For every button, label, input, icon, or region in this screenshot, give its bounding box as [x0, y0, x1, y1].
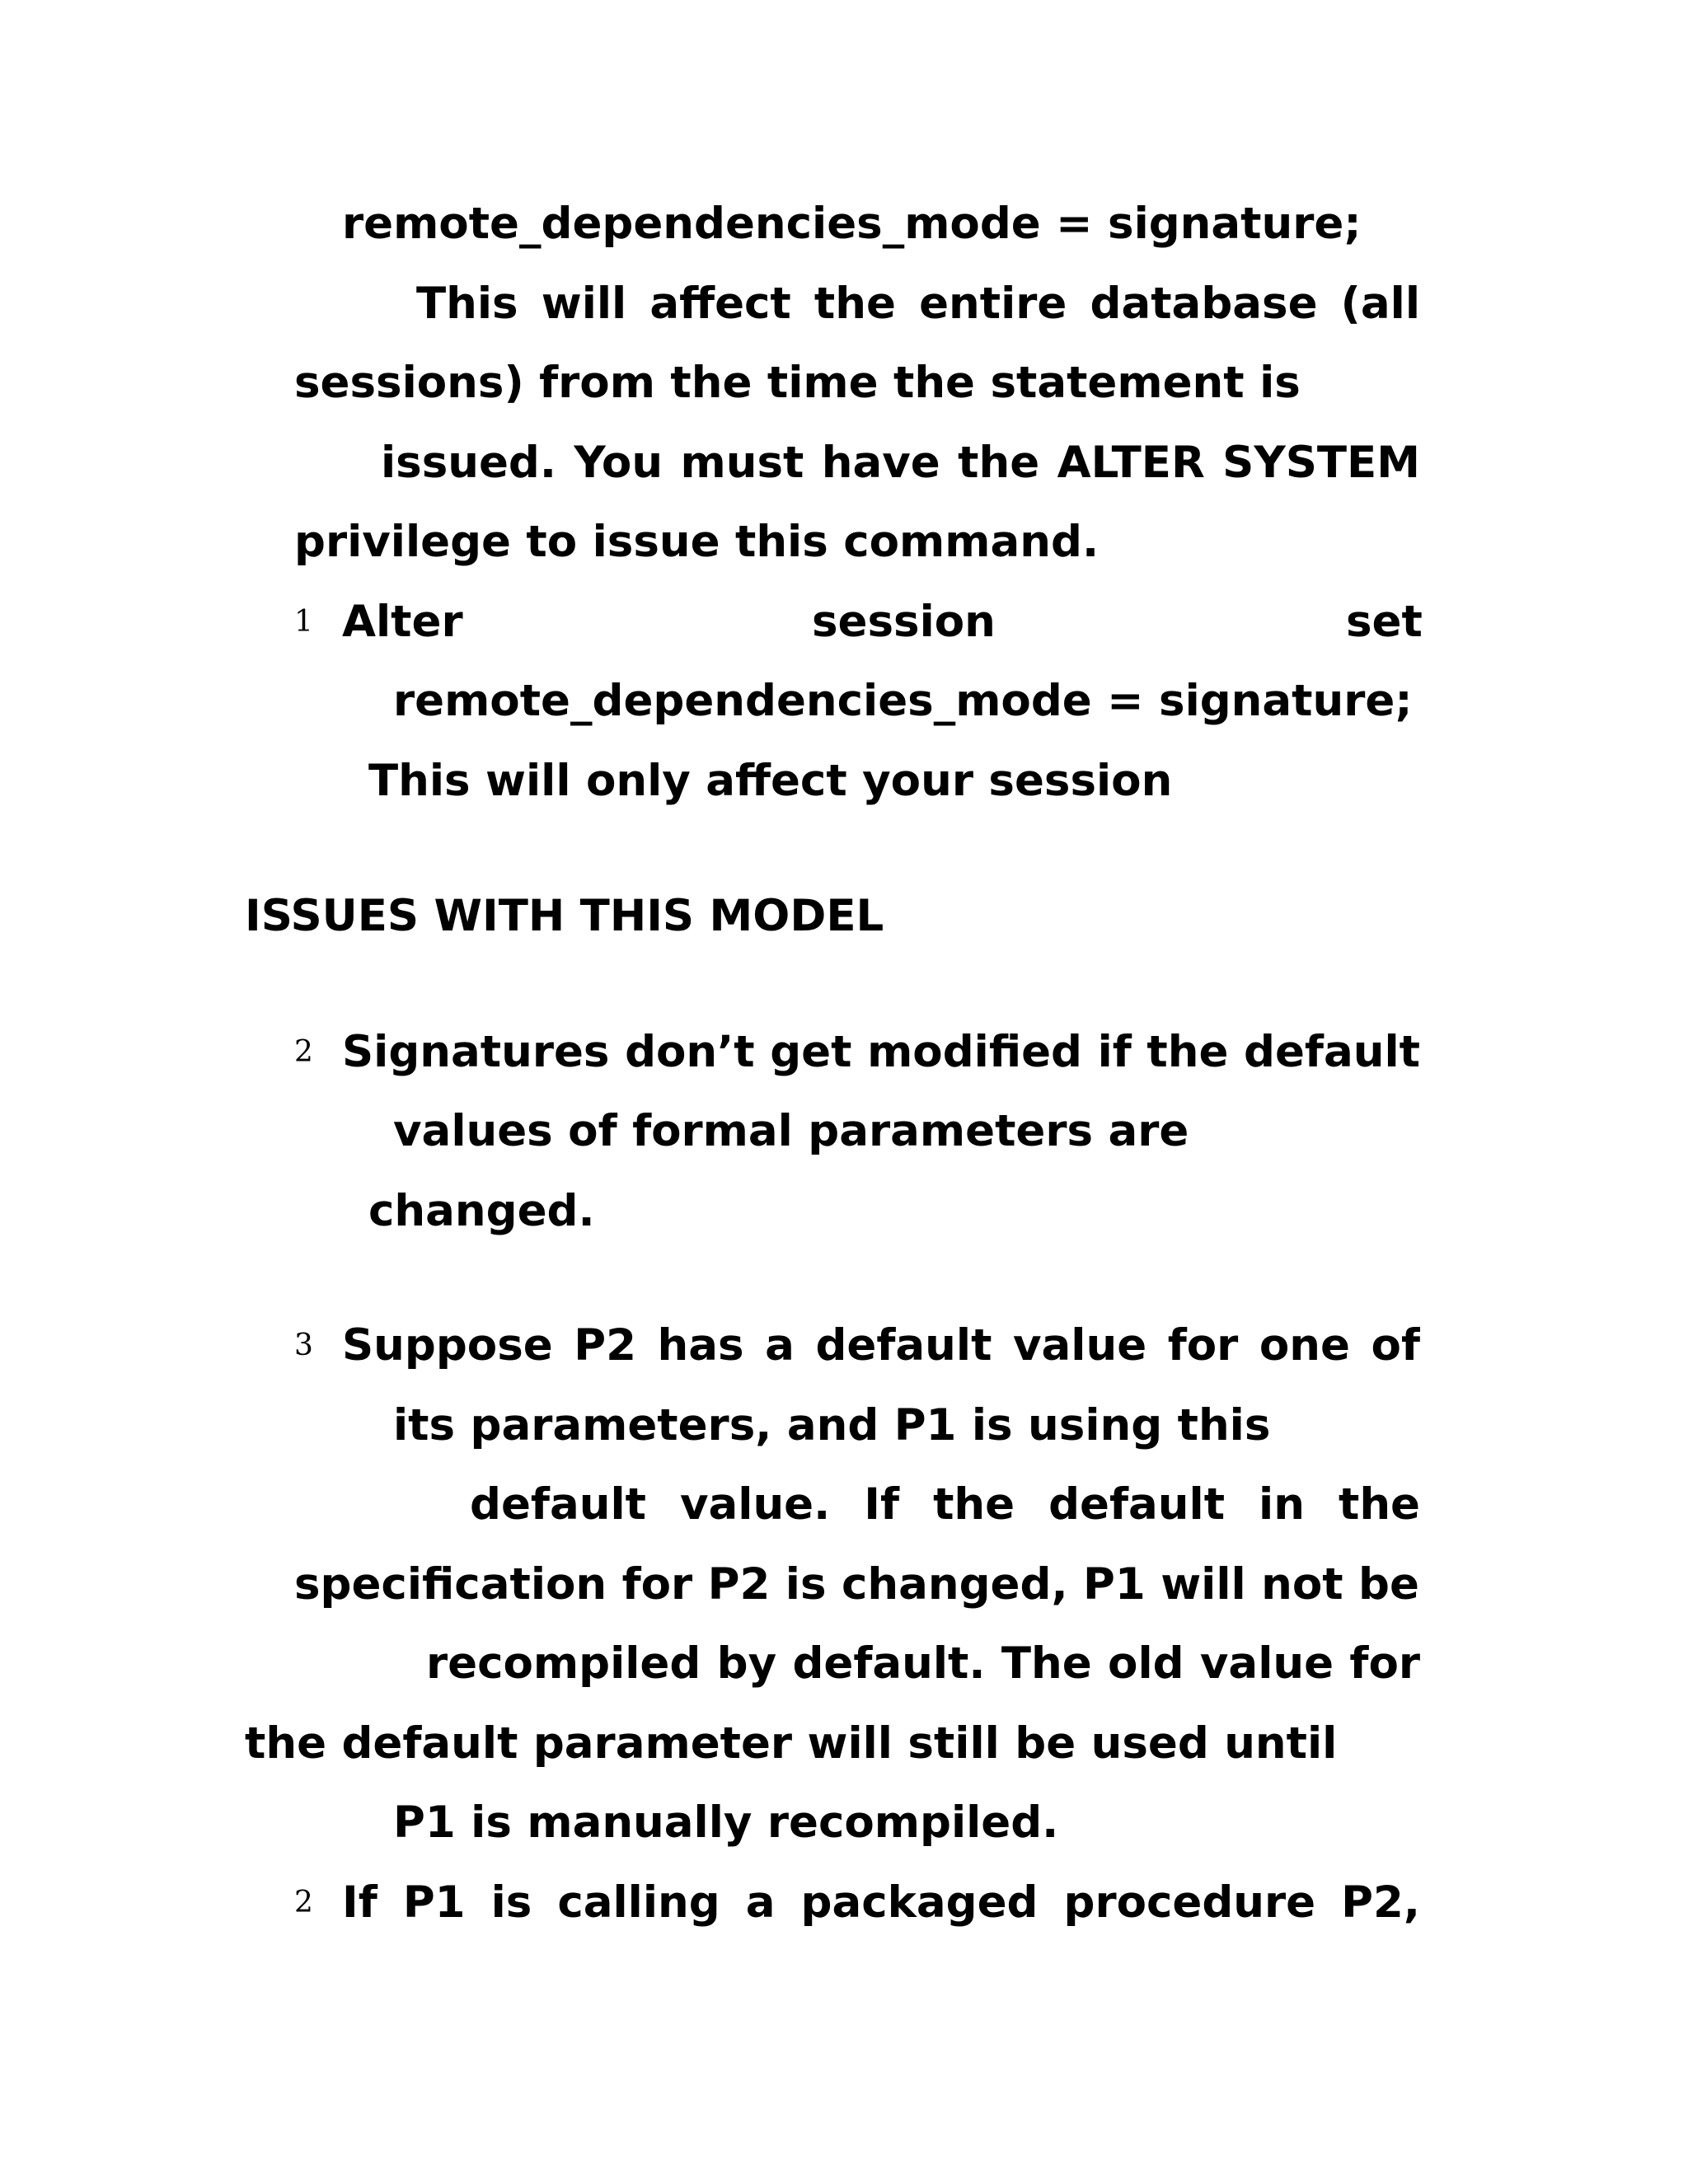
text-line: its parameters, and P1 is using this [393, 1400, 1271, 1451]
text-line: P1 is manually recompiled. [393, 1797, 1059, 1848]
alter-word: Alter [342, 597, 463, 647]
list-marker: 2 [294, 1886, 313, 1919]
text-line: Signatures don’t get modified if the default [342, 1027, 1420, 1077]
text-line: the default parameter will still be used until [245, 1718, 1338, 1769]
text-line: recompiled by default. The old value for [426, 1638, 1420, 1689]
text-line: issued. You must have the ALTER SYSTEM [381, 438, 1420, 488]
text-line: changed. [368, 1186, 595, 1236]
text-line: remote_dependencies_mode = signature; [393, 676, 1413, 726]
text-line: default value. If the default in the [470, 1479, 1420, 1530]
list-marker: 1 [294, 605, 313, 639]
text-line: sessions) from the time the statement is [294, 358, 1301, 408]
text-line: If P1 is calling a packaged procedure P2, [342, 1877, 1420, 1928]
text-line: values of formal parameters are [393, 1106, 1189, 1156]
text-line: This will only affect your session [368, 756, 1173, 806]
text-line: specification for P2 is changed, P1 will not be [294, 1559, 1419, 1610]
section-heading: ISSUES WITH THIS MODEL [245, 891, 884, 941]
text-line: Suppose P2 has a default value for one of [342, 1320, 1420, 1371]
list-marker: 3 [294, 1329, 313, 1362]
text-line: This will affect the entire database (all [416, 279, 1420, 329]
text-line: privilege to issue this command. [294, 517, 1100, 567]
set-word: set [1346, 597, 1423, 647]
session-word: session [812, 597, 996, 647]
text-line: remote_dependencies_mode = signature; [342, 199, 1362, 249]
list-marker: 2 [294, 1035, 313, 1069]
